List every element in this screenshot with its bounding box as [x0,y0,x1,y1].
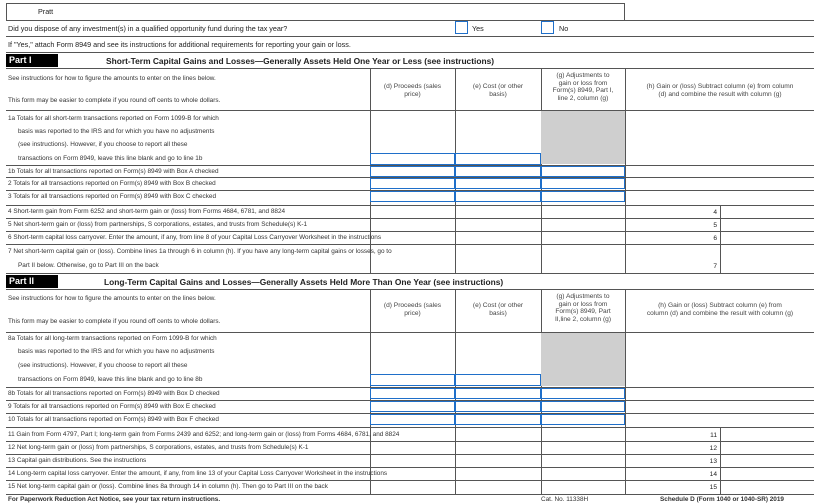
line-1a-text-2: basis was reported to the IRS and for which you have no adjustments [18,128,215,135]
footer-cat-no: Cat. No. 11338H [541,496,589,503]
line-7-text-2: Part II below. Otherwise, go to Part III on the back [18,262,159,269]
line-8a-text-4: transactions on Form 8949, leave this line blank and go to line 8b [18,376,203,383]
line-13-number: 13 [709,458,717,465]
line-8a-col-d-input[interactable] [370,374,455,386]
part2-col-d-header: (d) Proceeds (sales price) [383,302,442,317]
line-10-col-e-input[interactable] [455,414,541,425]
part2-col-e-header: (e) Cost (or other basis) [472,302,524,317]
line-1a-col-g-shaded [541,111,625,164]
line-8b-col-d-input[interactable] [370,388,455,399]
line-7-number: 7 [713,263,717,270]
line-8a-col-g-shaded [541,333,625,386]
line-5-number: 5 [713,222,717,229]
part1-label: Part I [6,54,58,67]
line-1b-col-g-input[interactable] [541,166,625,177]
line-10-col-g-input[interactable] [541,414,625,425]
line-12-number: 12 [709,445,717,452]
line-1a-text-4: transactions on Form 8949, leave this line blank and go to line 1b [18,155,203,162]
line-1b-col-d-input[interactable] [370,166,455,177]
line-5-text: 5 Net short-term gain or (loss) from partnerships, S corporations, estates, and trusts from Schedule(s) K-1 [8,221,308,228]
line-4-number: 4 [713,209,717,216]
line-2-col-d-input[interactable] [370,178,455,189]
line-8b-col-e-input[interactable] [455,388,541,399]
line-2-text: 2 Totals for all transactions reported on Form(s) 8949 with Box B checked [8,180,216,187]
line-4-text: 4 Short-term gain from Form 6252 and short-term gain or (loss) from Forms 4684, 6781, and 8824 [8,208,286,215]
line-13-text: 13 Capital gain distributions. See the instructions [8,457,147,464]
line-10-col-d-input[interactable] [370,414,455,425]
line-1b-text: 1b Totals for all transactions reported on Form(s) 8949 with Box A checked [8,168,219,175]
line-9-text: 9 Totals for all transactions reported on Form(s) 8949 with Box E checked [8,403,216,410]
qof-note: If "Yes," attach Form 8949 and see its instructions for additional requirements for reporting your gain or loss. [8,40,351,49]
part1-intro-rounding: This form may be easier to complete if you round off cents to whole dollars. [8,97,221,104]
line-15-number: 15 [709,484,717,491]
line-6-number: 6 [713,235,717,242]
ssn-field[interactable] [624,3,814,20]
line-15-text: 15 Net long-term capital gain or (loss). Combine lines 8a through 14 in column (h). Then go to Part III on the back [8,483,328,490]
line-11-text: 11 Gain from Form 4797, Part I; long-term gain from Forms 2439 and 6252; and long-term gain or (loss) from Forms 4684, 6781, and 8824 [8,431,400,438]
part1-col-e-header: (e) Cost (or other basis) [472,83,524,98]
line-1a-text-3: (see instructions). However, if you choose to report all these [18,141,188,148]
line-11-number: 11 [710,432,717,439]
line-3-col-d-input[interactable] [370,191,455,202]
line-8b-col-g-input[interactable] [541,388,625,399]
qof-no-checkbox[interactable] [541,21,554,34]
qof-question: Did you dispose of any investment(s) in a qualified opportunity fund during the tax year? [8,24,288,33]
line-9-col-d-input[interactable] [370,401,455,412]
footer-form-id: Schedule D (Form 1040 or 1040-SR) 2019 [660,496,784,503]
line-9-col-g-input[interactable] [541,401,625,412]
line-3-col-g-input[interactable] [541,191,625,202]
line-1a-text: 1a Totals for all short-term transactions reported on Form 1099-B for which [8,115,219,122]
part2-title: Long-Term Capital Gains and Losses—Generally Assets Held More Than One Year (see instructions) [104,277,504,287]
line-3-col-e-input[interactable] [455,191,541,202]
line-2-col-g-input[interactable] [541,178,625,189]
qof-yes-checkbox[interactable] [455,21,468,34]
line-8a-text-2: basis was reported to the IRS and for which you have no adjustments [18,348,215,355]
line-3-text: 3 Totals for all transactions reported on Form(s) 8949 with Box C checked [8,193,217,200]
part1-intro-instructions: See instructions for how to figure the amounts to enter on the lines below. [8,75,216,82]
qof-no-label: No [559,24,569,33]
line-8a-text-3: (see instructions). However, if you choose to report all these [18,362,188,369]
qof-yes-label: Yes [472,24,484,33]
part1-col-g-header: (g) Adjustments to gain or loss from Form(s) 8949, Part I, line 2, column (g) [552,72,614,102]
line-12-text: 12 Net long-term gain or (loss) from partnerships, S corporations, estates, and trusts from Schedule(s) K-1 [8,444,309,451]
part2-label: Part II [6,275,58,288]
line-8b-text: 8b Totals for all transactions reported on Form(s) 8949 with Box D checked [8,390,220,397]
part2-intro-rounding: This form may be easier to complete if you round off cents to whole dollars. [8,318,221,325]
line-7-text: 7 Net short-term capital gain or (loss). Combine lines 1a through 6 in column (h). If you have any long-term capital gains or losses, go to [8,248,392,255]
part2-col-g-header: (g) Adjustments to gain or loss from Form(s) 8949, Part II,line 2, column (g) [554,293,612,323]
line-14-number: 14 [709,471,717,478]
part1-col-h-header: (h) Gain or (loss) Subtract column (e) from column (d) and combine the result with column (g) [646,83,794,98]
line-1a-col-d-input[interactable] [370,153,455,165]
line-9-col-e-input[interactable] [455,401,541,412]
part1-col-d-header: (d) Proceeds (sales price) [383,83,442,98]
taxpayer-name-field[interactable]: Pratt [38,7,54,16]
part1-title: Short-Term Capital Gains and Losses—Generally Assets Held One Year or Less (see instructions) [106,56,495,66]
line-1b-col-e-input[interactable] [455,166,541,177]
line-8a-col-e-input[interactable] [455,374,541,386]
footer-paperwork-notice: For Paperwork Reduction Act Notice, see your tax return instructions. [8,496,221,503]
line-6-text: 6 Short-term capital loss carryover. Enter the amount, if any, from line 8 of your Capital Loss Carryover Worksheet in the instructions [8,234,382,241]
line-2-col-e-input[interactable] [455,178,541,189]
part2-intro-instructions: See instructions for how to figure the amounts to enter on the lines below. [8,295,216,302]
line-1a-col-e-input[interactable] [455,153,541,165]
part2-col-h-header: (h) Gain or (loss) Subtract column (e) from column (d) and combine the result with column (g) [646,302,794,317]
line-10-text: 10 Totals for all transactions reported on Form(s) 8949 with Box F checked [8,416,219,423]
line-14-text: 14 Long-term capital loss carryover. Enter the amount, if any, from line 13 of your Capital Loss Carryover Worksheet in the instructions [8,470,388,477]
line-8a-text: 8a Totals for all long-term transactions reported on Form 1099-B for which [8,335,217,342]
